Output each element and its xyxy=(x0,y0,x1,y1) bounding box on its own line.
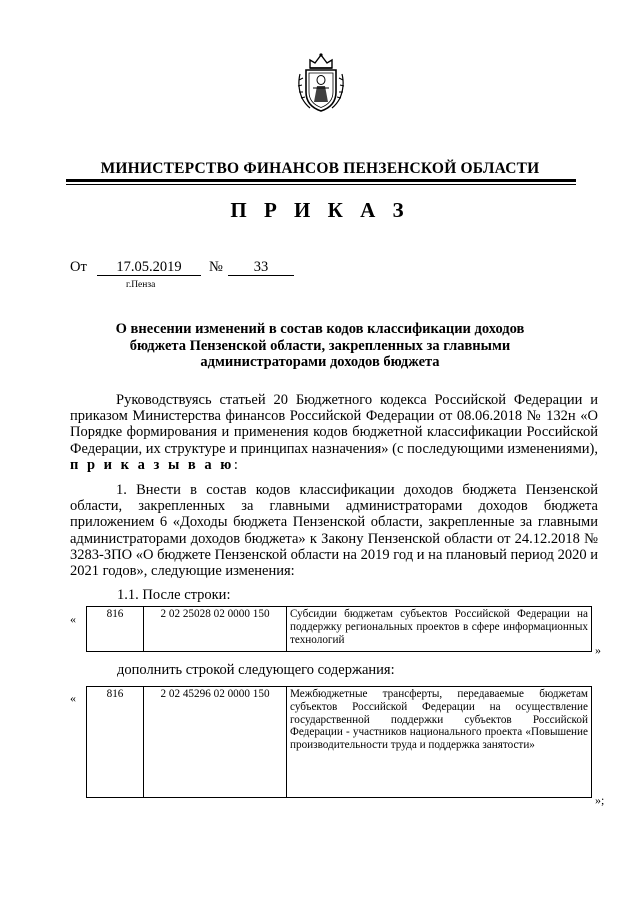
order-command: п р и к а з ы в а ю xyxy=(70,456,234,473)
header-rule xyxy=(66,179,576,182)
document-type-title: П Р И К А З xyxy=(230,198,410,222)
order-number: 33 xyxy=(228,259,294,276)
new-row-table xyxy=(86,686,592,798)
order-subject: О внесении изменений в состав кодов классификации доходов бюджета Пензенской области, закрепленных за главными администраторами доходов бюджета xyxy=(115,321,525,370)
revenue-name-cell: Субсидии бюджетам субъектов Российской Федерации на поддержку региональных проектов в сфере информационных технологий xyxy=(287,607,592,652)
ministry-title: МИНИСТЕРСТВО ФИНАНСОВ ПЕНЗЕНСКОЙ ОБЛАСТИ xyxy=(100,160,540,177)
header-rule-thin xyxy=(66,184,576,185)
new-row-close-quote: »; xyxy=(595,793,605,807)
item-1-paragraph: 1. Внести в состав кодов классификации доходов бюджета Пензенской области, закрепленных за главными администраторами доходов бюджета приложением 6 «Доходы бюджета Пензенской области, закрепленные за главными администраторами доходов бюджета» к Закону Пензенской области от 24.12.2018 № 3283-ЗПО «О бюджете Пензенской области на 2019 год и на плановый период 2020 и 2021 годов», следующие изменения: xyxy=(70,482,598,580)
preamble-paragraph xyxy=(70,392,598,473)
city-label: г.Пенза xyxy=(126,280,156,290)
new-row-open-quote: « xyxy=(70,691,76,705)
row-open-quote: « xyxy=(70,612,76,626)
admin-code-cell: 816 xyxy=(87,687,144,798)
date-label: От xyxy=(70,259,87,275)
add-line-label: дополнить строкой следующего содержания: xyxy=(117,662,395,678)
order-date: 17.05.2019 xyxy=(97,259,201,276)
revenue-name-cell: Межбюджетные трансферты, передаваемые бюджетам субъектов Российской Федерации на осуществление государственной поддержки субъектов Российской Федерации - участников национального проекта «Повышение производительности труда и поддержка занятости» xyxy=(287,687,592,798)
revenue-code-cell: 2 02 25028 02 0000 150 xyxy=(144,607,287,652)
admin-code-cell: 816 xyxy=(87,607,144,652)
item-1-1-label: 1.1. После строки: xyxy=(117,587,231,603)
command-colon: : xyxy=(233,456,238,473)
existing-row-table xyxy=(86,606,592,652)
table-row xyxy=(87,687,592,798)
revenue-code-cell: 2 02 45296 02 0000 150 xyxy=(144,687,287,798)
number-label: № xyxy=(209,259,223,275)
preamble-text: Руководствуясь статьей 20 Бюджетного кодекса Российской Федерации и приказом Министерства финансов Российской Федерации от 08.06.2018 № 132н «О Порядке формирования и применения кодов бюджетной классификации Российской Федерации, их структуре и принципах назначения» (с последующими изменениями), xyxy=(70,392,598,457)
table-row xyxy=(87,607,592,652)
coat-of-arms-icon xyxy=(296,52,346,114)
row-close-quote: » xyxy=(595,643,601,657)
